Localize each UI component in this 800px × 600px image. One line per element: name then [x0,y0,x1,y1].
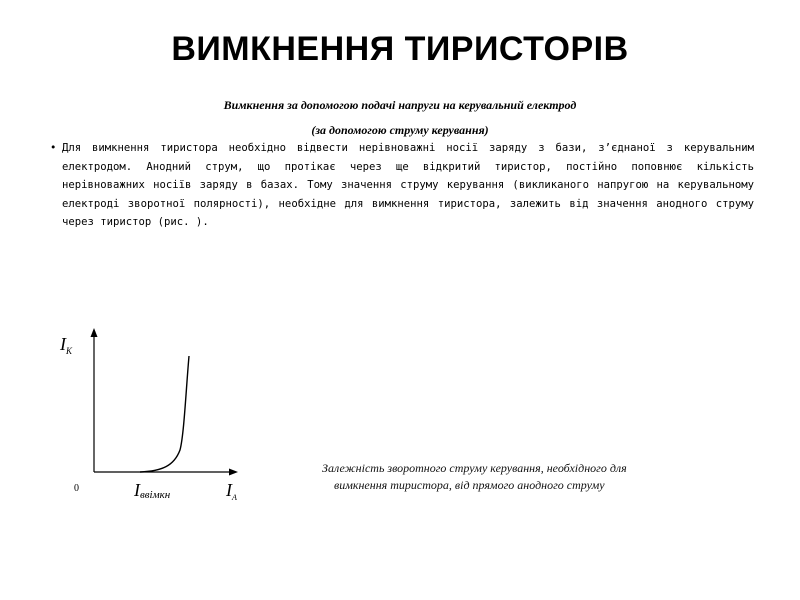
subtitle-line-1: Вимкнення за допомогою подачі напруги на керувальний електрод [223,98,577,112]
body-paragraph: Для вимкнення тиристора необхідно відвести нерівноважні носії заряду з бази, з’єднаної з керувальним електродом. Анодний струм, що протікає через ще відкритий тиристор, постійно поповнює кількість нерівноважних носіїв заряду в базах. Тому значення струму керування (викликаного напругою на керувальному електроді зворотної полярності), необхідне для вимкнення тиристора, залежить від значення анодного струму через тиристор (рис. ). [62,142,754,229]
x-axis-label [225,480,237,502]
dependence-curve [140,356,189,472]
bullet-marker: • [50,142,57,154]
caption-line-1: Залежність зворотного струму керування, необхідного для [322,461,627,475]
y-axis-arrow [91,328,98,337]
threshold-subscript: ввімкн [140,489,171,501]
y-axis-subscript: K [66,346,73,356]
slide-title: ВИМКНЕННЯ ТИРИСТОРІВ [171,30,629,68]
x-axis-subscript: A [232,493,237,502]
x-axis-arrow [229,469,238,476]
caption-line-2: вимкнення тиристора, від прямого анодного струму [334,478,605,492]
y-axis-symbol: I [60,334,66,354]
figure-caption [322,460,742,494]
y-axis-label [59,334,73,356]
subtitle-line-2: (за допомогою струму керування) [311,123,489,137]
origin-label: 0 [74,483,79,494]
turn-off-current-graph [40,320,280,520]
x-axis-symbol: I [226,480,232,500]
threshold-label [133,480,171,501]
threshold-symbol: I [134,480,140,500]
